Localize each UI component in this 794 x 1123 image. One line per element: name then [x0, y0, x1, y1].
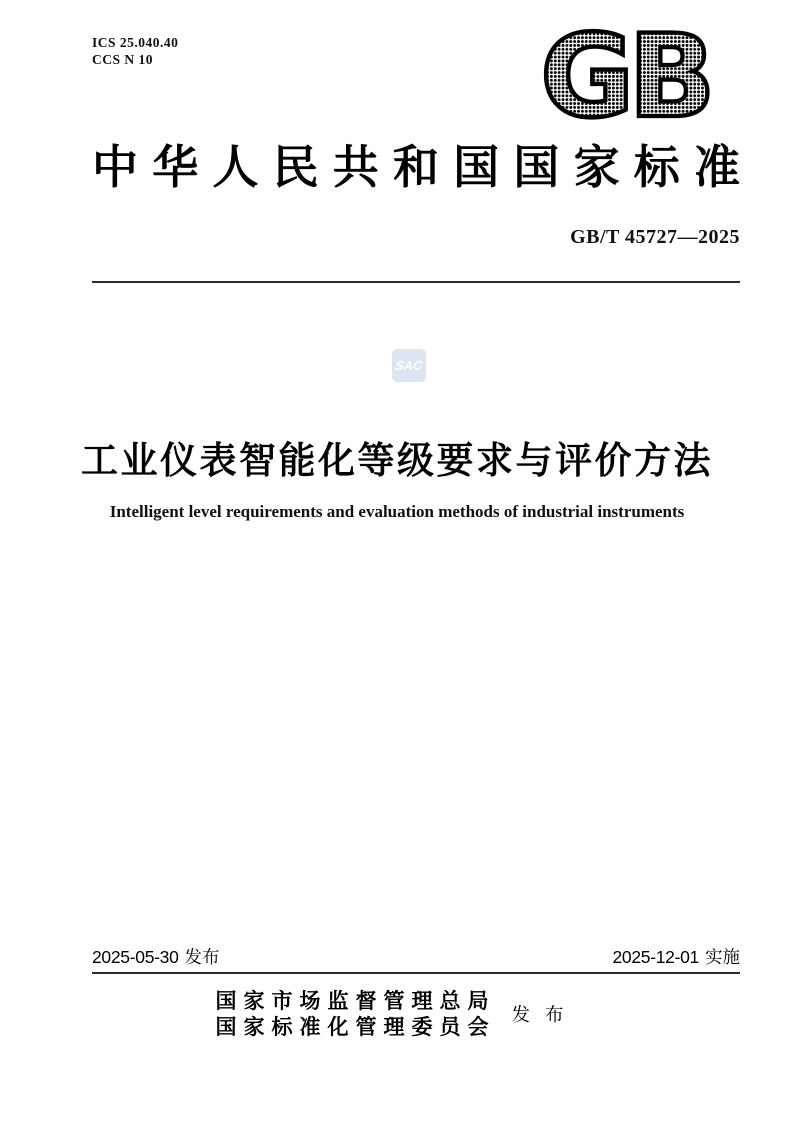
sac-watermark-text: SAC	[394, 358, 424, 373]
gb-logo-text: GB	[540, 28, 710, 120]
national-standard-heading: 中华人民共和国国家标准	[92, 142, 740, 193]
publisher-names	[215, 988, 495, 1040]
sac-watermark	[392, 349, 426, 382]
top-divider	[92, 281, 740, 283]
dates-row	[92, 944, 740, 969]
publish-label: 发布	[511, 1004, 579, 1025]
classification-codes	[92, 34, 178, 68]
issue-date-group	[92, 944, 220, 969]
ccs-code: CCS N 10	[92, 52, 154, 67]
document-title-zh: 工业仪表智能化等级要求与评价方法	[81, 440, 713, 481]
bottom-divider	[92, 972, 740, 974]
publisher-block	[0, 988, 794, 1040]
implement-date: 2025-12-01	[612, 947, 699, 967]
publisher-line-1: 国家市场监督管理总局	[215, 989, 496, 1013]
gb-logo-icon	[536, 28, 714, 120]
document-title-en: Intelligent level requirements and evaluation methods of industrial instruments	[109, 502, 685, 521]
issue-label: 发布	[184, 947, 220, 967]
implement-date-group	[612, 944, 740, 969]
issue-date: 2025-05-30	[92, 947, 179, 967]
publisher-line-2: 国家标准化管理委员会	[215, 1015, 496, 1039]
implement-label: 实施	[705, 947, 740, 967]
ics-code: ICS 25.040.40	[92, 35, 179, 50]
standard-number: GB/T 45727—2025	[570, 226, 740, 248]
